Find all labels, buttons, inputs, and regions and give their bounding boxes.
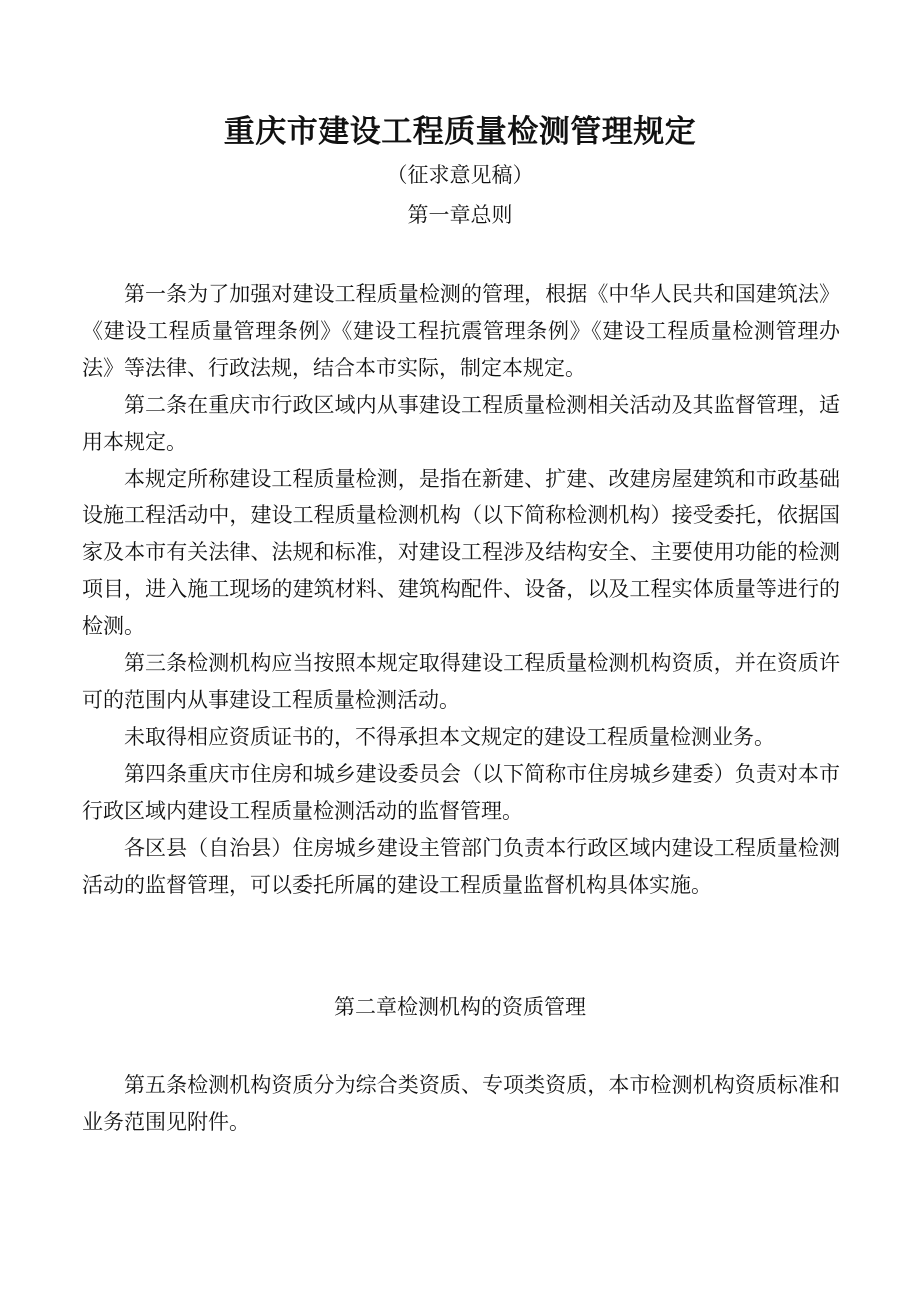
chapter-1-body	[82, 276, 840, 903]
article-2-definition-paragraph: 本规定所称建设工程质量检测，是指在新建、扩建、改建房屋建筑和市政基础设施工程活动中，建设工程质量检测机构（以下简称检测机构）接受委托，依据国家及本市有关法律、法规和标准，对建设工程涉及结构安全、主要使用功能的检测项目，进入施工现场的建筑材料、建筑构配件、设备，以及工程实体质量等进行的检测。	[82, 466, 840, 639]
chapter-2-heading: 第二章检测机构的资质管理	[334, 995, 586, 1019]
article-2-paragraph: 第二条在重庆市行政区域内从事建设工程质量检测相关活动及其监督管理，适用本规定。	[82, 392, 840, 454]
article-1-paragraph: 第一条为了加强对建设工程质量检测的管理，根据《中华人民共和国建筑法》《建设工程质量管理条例》《建设工程抗震管理条例》《建设工程质量检测管理办法》等法律、行政法规，结合本市实际，制定本规定。	[82, 282, 840, 380]
article-4-district-paragraph: 各区县（自治县）住房城乡建设主管部门负责本行政区域内建设工程质量检测活动的监督管理，可以委托所属的建设工程质量监督机构具体实施。	[82, 835, 840, 897]
article-3-restriction-paragraph: 未取得相应资质证书的，不得承担本文规定的建设工程质量检测业务。	[124, 724, 775, 749]
document-subtitle: （征求意见稿）	[386, 163, 534, 187]
article-5-paragraph: 第五条检测机构资质分为综合类资质、专项类资质，本市检测机构资质标准和业务范围见附件。	[82, 1073, 840, 1134]
article-3-paragraph: 第三条检测机构应当按照本规定取得建设工程质量检测机构资质，并在资质许可的范围内从事建设工程质量检测活动。	[82, 651, 840, 712]
chapter-1-heading: 第一章总则	[407, 203, 513, 227]
document-title: 重庆市建设工程质量检测管理规定	[223, 114, 697, 150]
article-4-paragraph: 第四条重庆市住房和城乡建设委员会（以下简称市住房城乡建委）负责对本市行政区域内建设工程质量检测活动的监督管理。	[82, 761, 840, 823]
chapter-2-body	[82, 1067, 840, 1141]
